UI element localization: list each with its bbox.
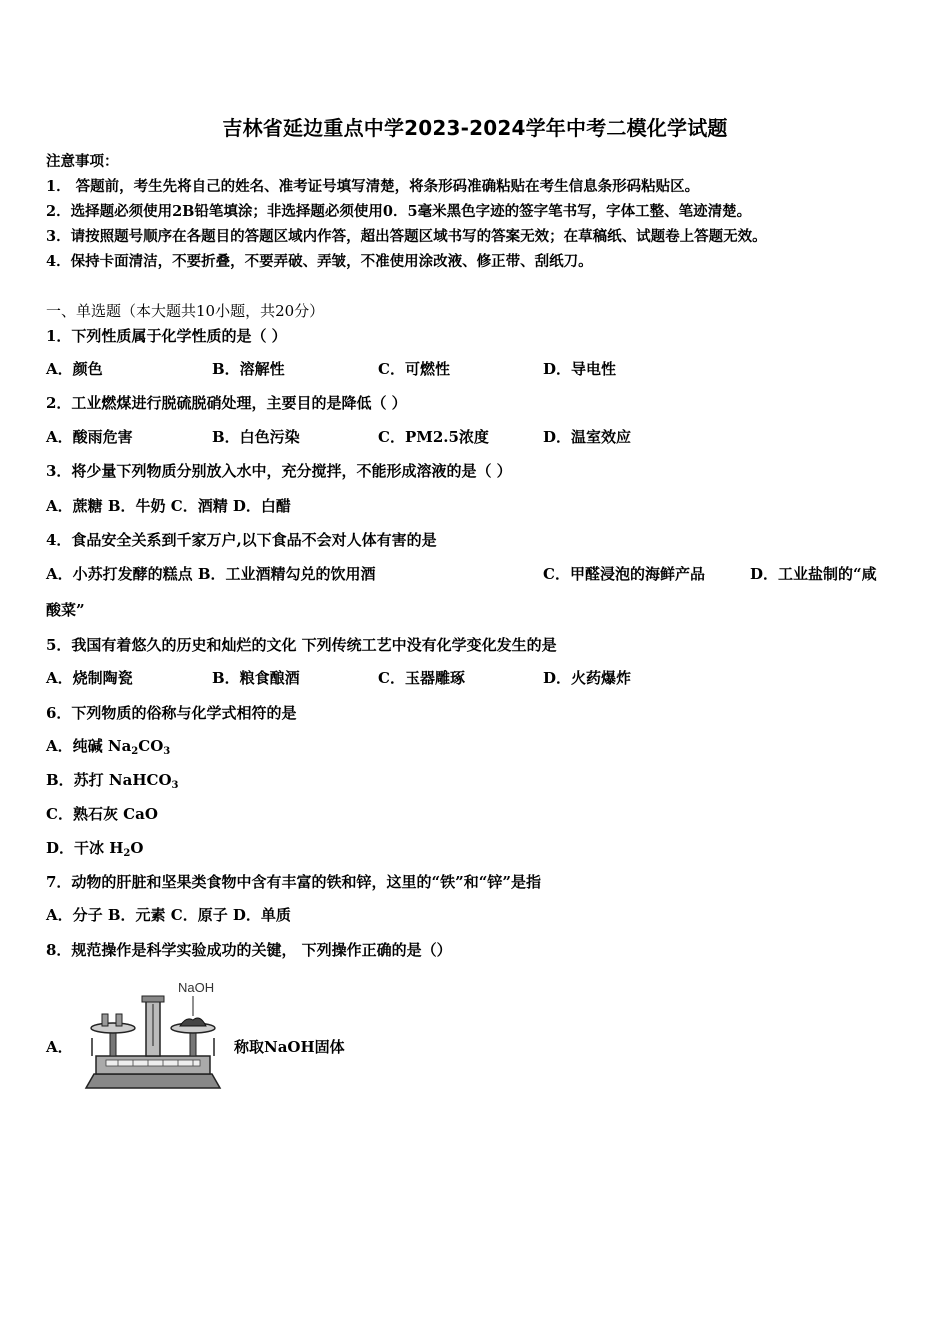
q6-option-a: A．纯碱 $Na_2CO_3$	[46, 737, 171, 757]
notice-item-3: 3．请按照题号顺序在各题目的答题区域内作答，超出答题区域书写的答案无效；在草稿纸、试题卷上答题无效。	[46, 228, 767, 245]
q1-option-a: A．颜色	[46, 360, 103, 378]
q4-option-d: D．工业盐制的“咸	[750, 565, 877, 583]
q2-option-c: C．PM2.5浓度	[378, 428, 489, 446]
q8-option-a-text: 称取NaOH固体	[234, 1038, 345, 1056]
q4-option-c: C．甲醛浸泡的海鲜产品	[543, 565, 705, 583]
naoh-label: NaOH	[178, 980, 215, 995]
q3-stem: 3．将少量下列物质分别放入水中，充分搅拌，不能形成溶液的是（ ）	[46, 462, 512, 480]
q6-stem: 6．下列物质的俗称与化学式相符的是	[46, 704, 297, 722]
q6-option-c: C．熟石灰 CaO	[46, 805, 158, 823]
balance-scale-figure	[78, 976, 228, 1096]
notice-item-2: 2．选择题必须使用2B铅笔填涂；非选择题必须使用0．5毫米黑色字迹的签字笔书写，字体工整、笔迹清楚。	[46, 203, 752, 220]
q5-option-d: D．火药爆炸	[543, 669, 632, 687]
notice-item-1: 1． 答题前，考生先将自己的姓名、准考证号填写清楚，将条形码准确粘贴在考生信息条形码粘贴区。	[46, 178, 700, 195]
q2-option-a: A．酸雨危害	[46, 428, 133, 446]
q1-option-d: D．导电性	[543, 360, 617, 378]
page-title: 吉林省延边重点中学2023-2024学年中考二模化学试题	[222, 116, 728, 140]
q5-option-b: B．粮食酿酒	[212, 669, 300, 687]
section-heading: 一、单选题（本大题共10小题，共20分）	[46, 302, 325, 320]
q2-option-d: D．温室效应	[543, 428, 632, 446]
q2-stem: 2．工业燃煤进行脱硫脱硝处理，主要目的是降低（ ）	[46, 394, 407, 412]
q1-stem: 1．下列性质属于化学性质的是（ ）	[46, 327, 287, 345]
q8-option-a-label: A．	[46, 1038, 73, 1056]
q3-options: A．蔗糖 B．牛奶 C．酒精 D．白醋	[46, 497, 291, 515]
q7-options: A．分子 B．元素 C．原子 D．单质	[46, 906, 291, 924]
q4-stem: 4．食品安全关系到千家万户,以下食品不会对人体有害的是	[46, 531, 437, 549]
q7-stem: 7．动物的肝脏和坚果类食物中含有丰富的铁和锌，这里的“铁”和“锌”是指	[46, 873, 541, 891]
notice-heading: 注意事项：	[46, 153, 119, 170]
q8-stem: 8．规范操作是科学实验成功的关键， 下列操作正确的是（）	[46, 941, 452, 959]
notice-item-4: 4．保持卡面清洁，不要折叠，不要弄破、弄皱，不准使用涂改液、修正带、刮纸刀。	[46, 253, 593, 270]
q5-stem: 5．我国有着悠久的历史和灿烂的文化 下列传统工艺中没有化学变化发生的是	[46, 636, 557, 654]
q1-option-b: B．溶解性	[212, 360, 285, 378]
q4-option-ab: A．小苏打发酵的糕点 B．工业酒精勾兑的饮用酒	[46, 565, 376, 583]
q2-option-b: B．白色污染	[212, 428, 300, 446]
balance-scale-icon	[78, 976, 228, 1096]
q6-option-d: D．干冰 $H_2O$	[46, 839, 144, 859]
q4-option-d-continued: 酸菜”	[46, 601, 85, 619]
q1-option-c: C．可燃性	[378, 360, 450, 378]
q6-option-b: B．苏打 NaHCO$_3$	[46, 771, 179, 791]
q5-option-a: A．烧制陶瓷	[46, 669, 133, 687]
q5-option-c: C．玉器雕琢	[378, 669, 465, 687]
